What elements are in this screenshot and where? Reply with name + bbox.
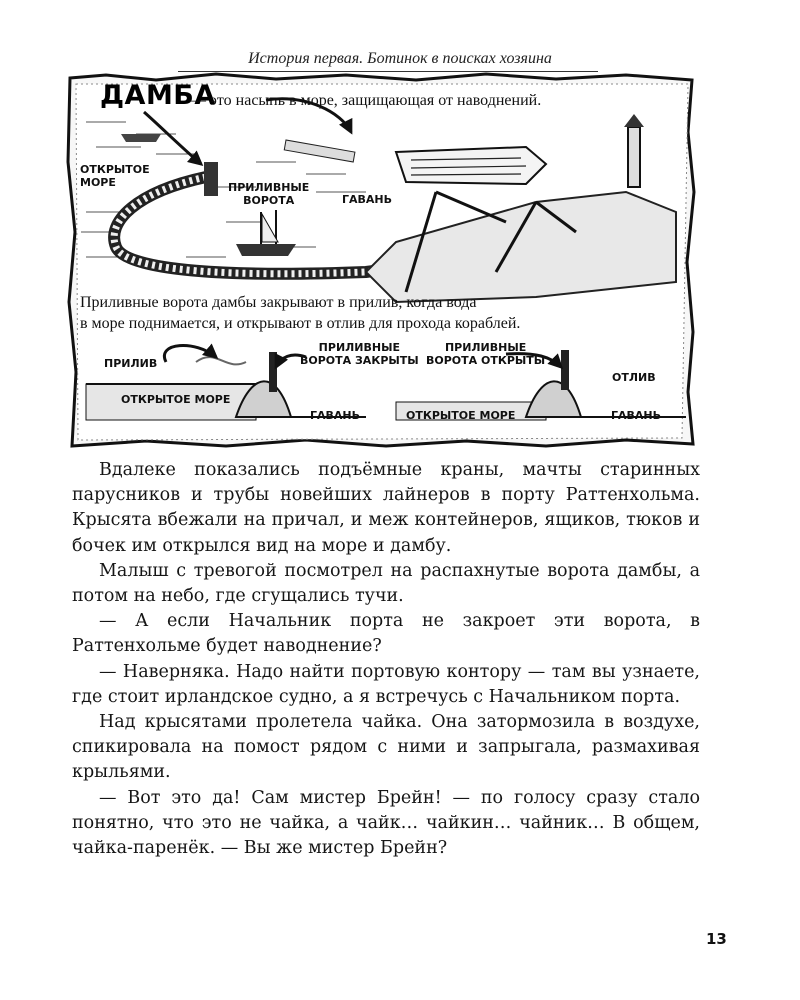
label-tide-gates: ПРИЛИВНЫЕ ВОРОТА [228, 181, 310, 207]
paragraph: — А если Начальник порта не закроет эти ворота, в Раттенхольме будет наводнение? [72, 611, 700, 657]
paragraph: — Вот это да! Сам мистер Брейн! — по голосу сразу стало понятно, что это не чайка, а чайк… чайкин… чайник… В общем, чайка-паренёк. — Вы же мистер Брейн? [72, 787, 700, 859]
caption-line: в море поднимается, и открывают в отлив для прохода кораблей. [80, 315, 521, 332]
lighthouse [628, 127, 640, 187]
label-harbor-right: ГАВАНЬ [611, 409, 662, 422]
label-gates-closed: ПРИЛИВНЫЕ ВОРОТА ЗАКРЫТЫ [300, 341, 419, 367]
paragraph: Вдалеке показались подъёмные краны, мачты старинных парусников и трубы новейших лайнеров в порту Раттенхольма. Крысята вбежали на причал, и меж контейнеров, ящиков, тюков и бочек им открылся вид на море и дамбу. [72, 460, 700, 556]
label-ebb: ОТЛИВ [612, 371, 656, 384]
label-harbor-left: ГАВАНЬ [310, 409, 361, 422]
label-gates-open: ПРИЛИВНЫЕ ВОРОТА ОТКРЫТЫ [426, 341, 546, 367]
paragraph: Над крысятами пролетела чайка. Она затормозила в воздухе, спикировала на помост рядом с ними и запрыгала, размахивая крыльями. [72, 712, 700, 783]
label-open-sea-right: ОТКРЫТОЕ МОРЕ [406, 409, 516, 422]
dam-definition: — это насыпь в море, защищающая от наводнений. [190, 92, 542, 109]
label-tide: ПРИЛИВ [104, 357, 158, 370]
running-head: История первая. Ботинок в поисках хозяина [248, 50, 552, 67]
caption-line: Приливные ворота дамбы закрывают в прилив, когда вода [80, 294, 477, 311]
label-harbor: ГАВАНЬ [342, 193, 393, 206]
sailboat [236, 244, 296, 256]
label-open-sea-left: ОТКРЫТОЕ МОРЕ [121, 393, 231, 406]
paragraph: — Наверняка. Надо найти портовую контору — там вы узнаете, где стоит ирландское судно, а я встречусь с Начальником порта. [72, 661, 700, 707]
label-open-sea: ОТКРЫТОЕ МОРЕ [80, 163, 150, 189]
figure-caption [80, 292, 690, 334]
body-text [72, 458, 700, 861]
page-number: 13 [706, 930, 727, 948]
paragraph: Малыш с тревогой посмотрел на распахнутые ворота дамбы, а потом на небо, где сгущались тучи. [72, 560, 700, 607]
dam-illustration [66, 72, 698, 450]
dam-title: ДАМБА [100, 80, 216, 111]
